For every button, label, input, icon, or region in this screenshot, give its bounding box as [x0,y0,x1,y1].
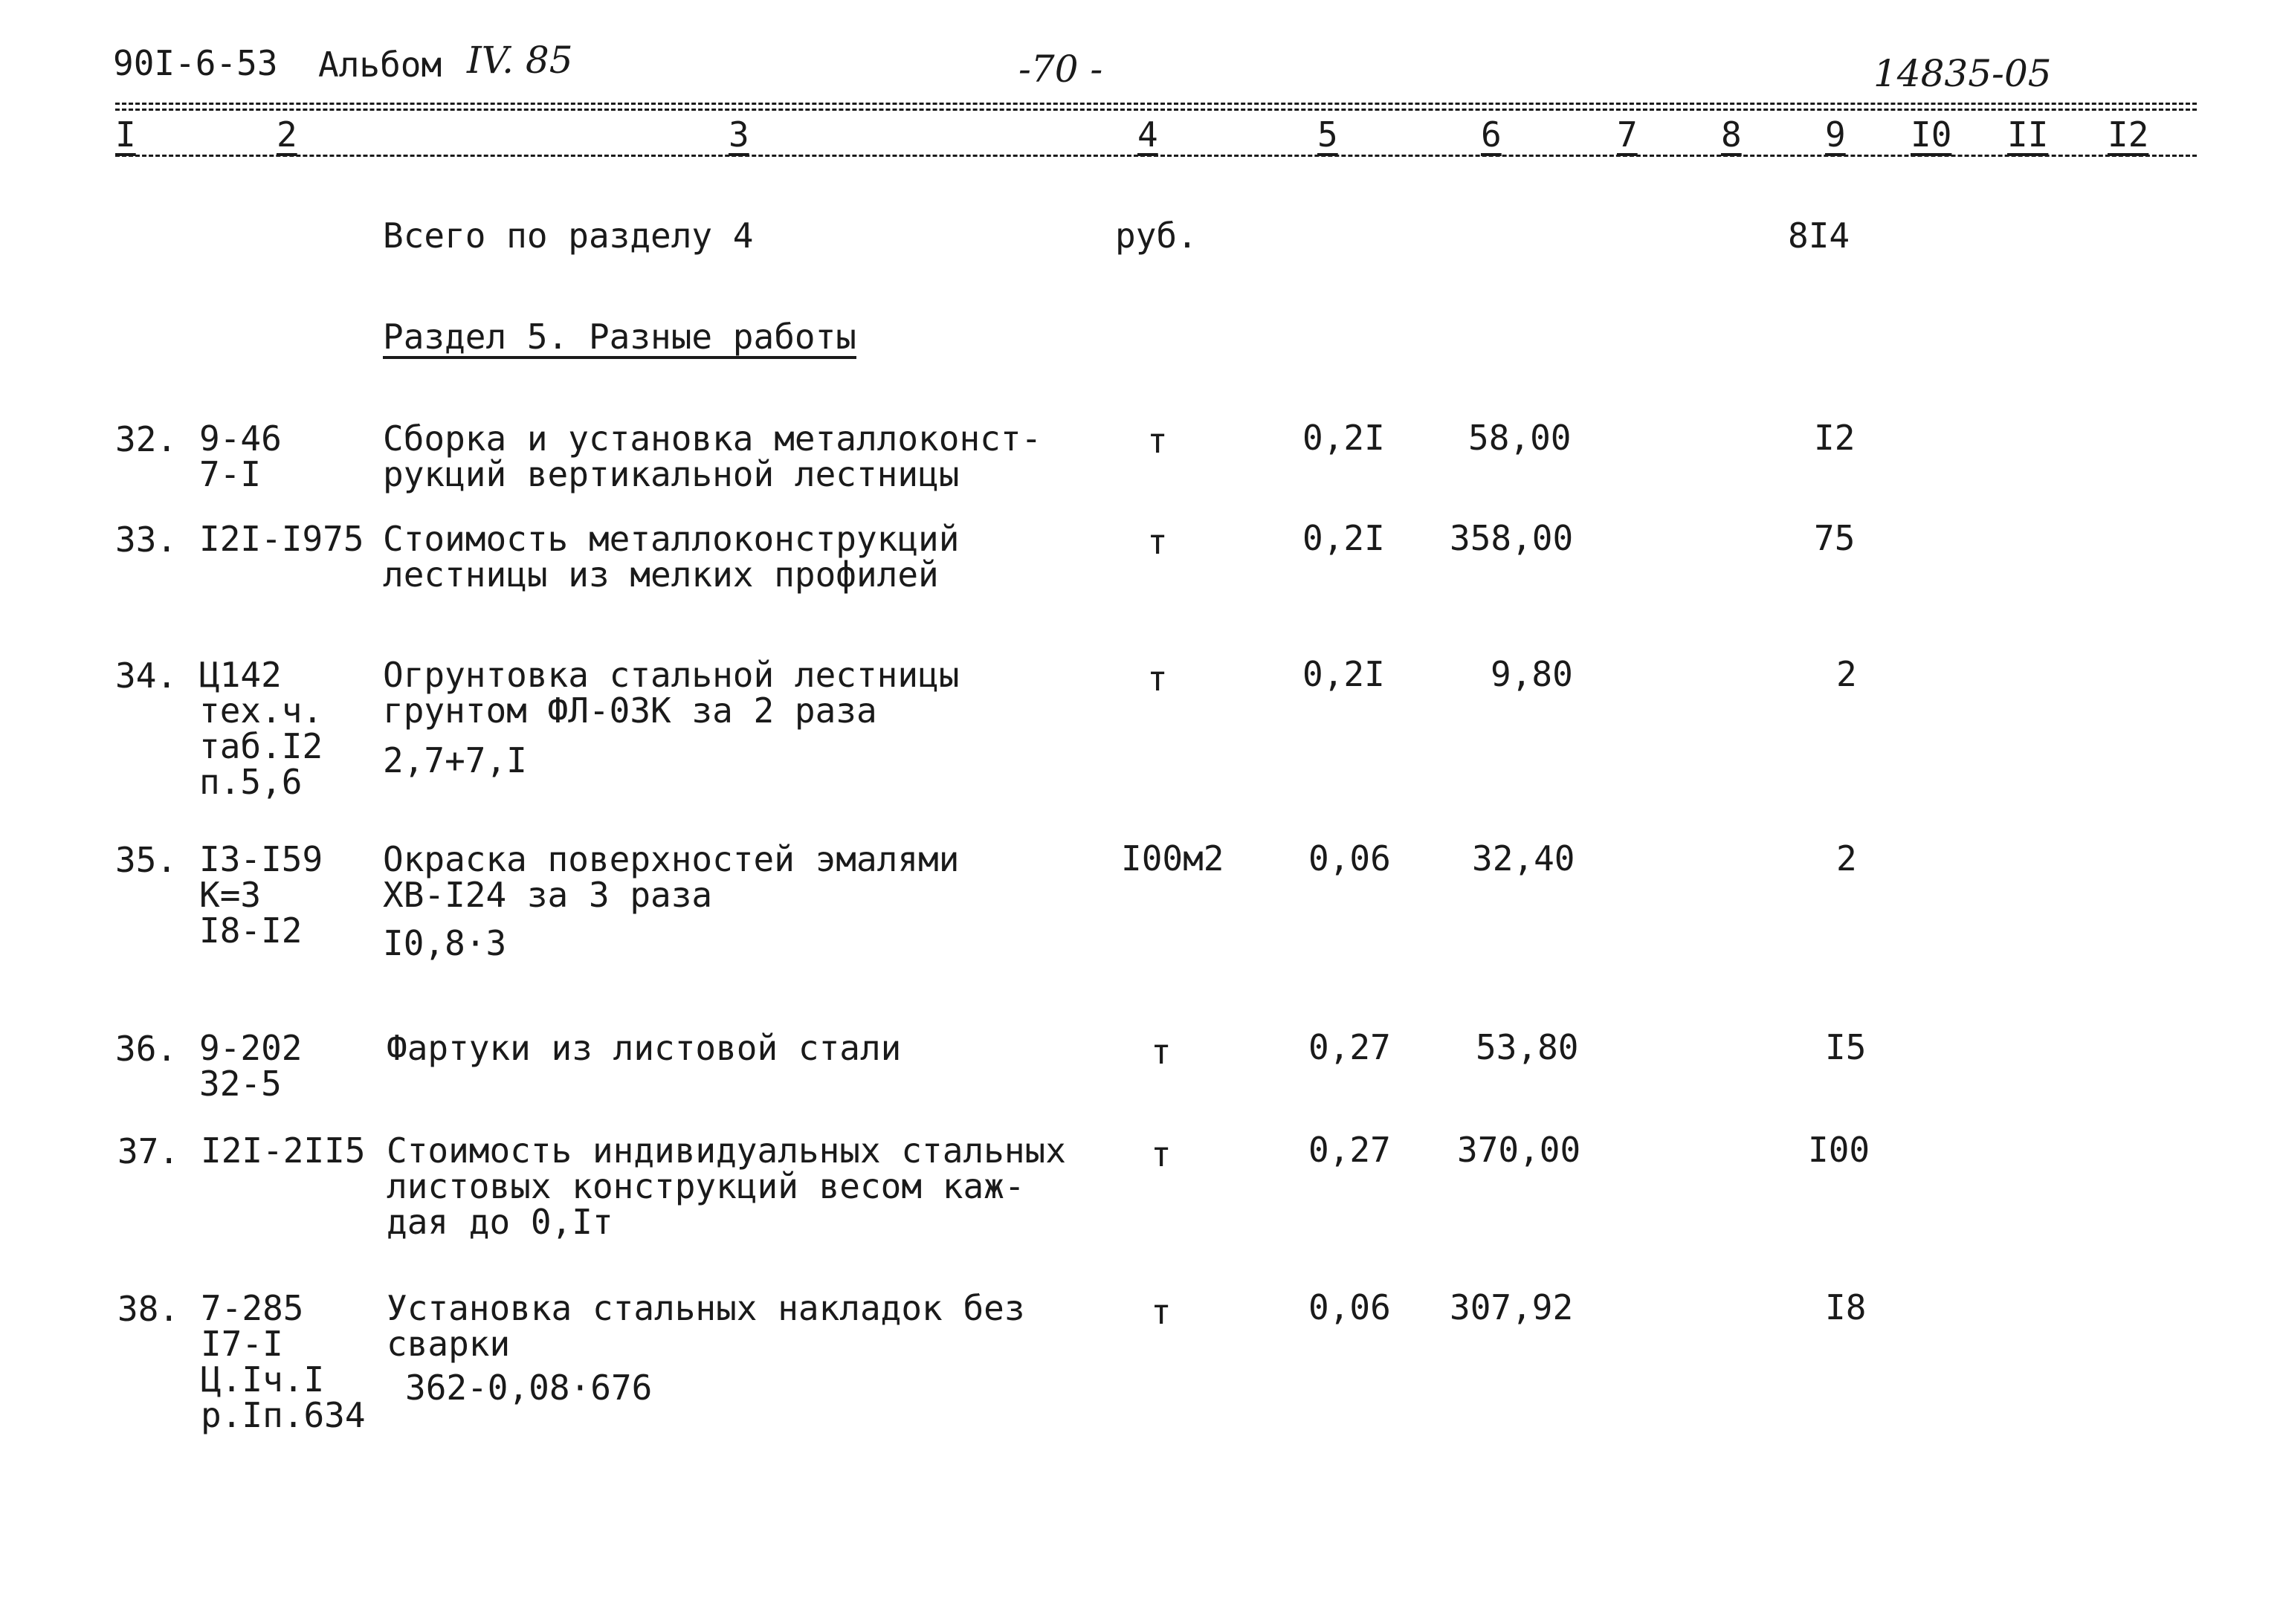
column-header-rule [115,155,2197,157]
row-unit: т [1147,659,1168,699]
row-unit-price: 370,00 [1457,1130,1581,1170]
row-code: 9-46 7-I [199,418,282,494]
row-unit: т [1147,522,1168,562]
row-quantity: 0,27 [1308,1130,1391,1170]
row-total: I8 [1825,1287,1867,1327]
row-name: Установка стальных накладок без сварки [387,1288,1025,1364]
column-number: I2 [2108,114,2149,155]
row-total: 2 [1836,654,1857,694]
row-unit-price: 58,00 [1468,418,1572,458]
column-number: I0 [1911,114,1952,155]
row-name: Сборка и установка металлоконст- рукций вертикальной лестницы [383,418,1042,494]
column-number: 8 [1721,114,1742,155]
top-rule [115,103,2197,105]
row-quantity: 0,2I [1302,418,1385,458]
column-number: 5 [1317,114,1338,155]
section-title: Раздел 5. Разные работы [383,317,856,357]
row-code: I3-I59 К=3 I8-I2 [199,839,323,951]
row-total: 2 [1836,838,1857,879]
column-number: 3 [729,114,749,155]
row-quantity: 0,06 [1308,1287,1391,1327]
row-number: 36. [115,1029,178,1069]
row-number: 34. [115,656,178,696]
row-code: I2I-I975 [199,519,364,559]
row-name: Стоимость индивидуальных стальных листовых конструкций весом каж- дая до 0,Iт [387,1130,1066,1242]
row-total: I00 [1808,1130,1870,1170]
top-rule-double [115,109,2197,111]
row-unit-price: 53,80 [1476,1027,1579,1067]
row-total: I2 [1814,418,1856,458]
total-sum: 8I4 [1788,216,1850,256]
album-code: 90I-6-53 [113,43,278,83]
row-number: 37. [117,1131,180,1171]
row-unit-price: 32,40 [1472,838,1575,879]
album-label: Альбом [318,45,442,85]
row-unit-price: 307,92 [1450,1287,1574,1327]
total-label: Всего по разделу 4 [383,216,754,256]
row-calculation: 362-0,08·676 [405,1368,653,1408]
column-number: 7 [1617,114,1638,155]
row-number: 38. [117,1289,180,1329]
column-number: 9 [1825,114,1846,155]
row-number: 33. [115,520,178,560]
row-unit: т [1147,421,1168,461]
row-quantity: 0,2I [1302,518,1385,558]
page-number: -70 - [1018,48,1103,91]
row-name: Стоимость металлоконструкций лестницы из мелких профилей [383,519,960,595]
row-calculation: I0,8·3 [383,923,507,963]
row-quantity: 0,2I [1302,654,1385,694]
row-total: I5 [1825,1027,1867,1067]
row-unit: I00м2 [1121,838,1224,879]
row-name: Огрунтовка стальной лестницы грунтом ФЛ-03К за 2 раза [383,655,960,731]
album-number-handwritten: IV. 85 [467,39,573,82]
column-number: 6 [1481,114,1502,155]
column-number: 4 [1137,114,1158,155]
row-quantity: 0,27 [1308,1027,1391,1067]
column-number: I [115,114,136,155]
row-quantity: 0,06 [1308,838,1391,879]
row-name: Окраска поверхностей эмалями ХВ-I24 за 3 раза [383,839,960,915]
row-unit: т [1151,1292,1172,1332]
column-number: 2 [277,114,297,155]
row-code: 7-285 I7-I Ц.Iч.I р.Iп.634 [201,1288,366,1435]
row-name: Фартуки из листовой стали [387,1028,902,1068]
row-number: 35. [115,840,178,880]
row-code: 9-202 32-5 [199,1028,303,1104]
row-code: Ц142 тех.ч. таб.I2 п.5,6 [199,655,323,802]
total-unit: руб. [1115,216,1198,256]
row-number: 32. [115,419,178,459]
row-unit-price: 9,80 [1491,654,1573,694]
row-total: 75 [1814,518,1856,558]
row-unit: т [1151,1032,1172,1072]
document-number: 14835-05 [1873,52,2052,95]
row-unit: т [1151,1134,1172,1174]
row-code: I2I-2II5 [201,1130,366,1171]
column-number: II [2007,114,2049,155]
row-calculation: 2,7+7,I [383,740,527,780]
row-unit-price: 358,00 [1450,518,1574,558]
